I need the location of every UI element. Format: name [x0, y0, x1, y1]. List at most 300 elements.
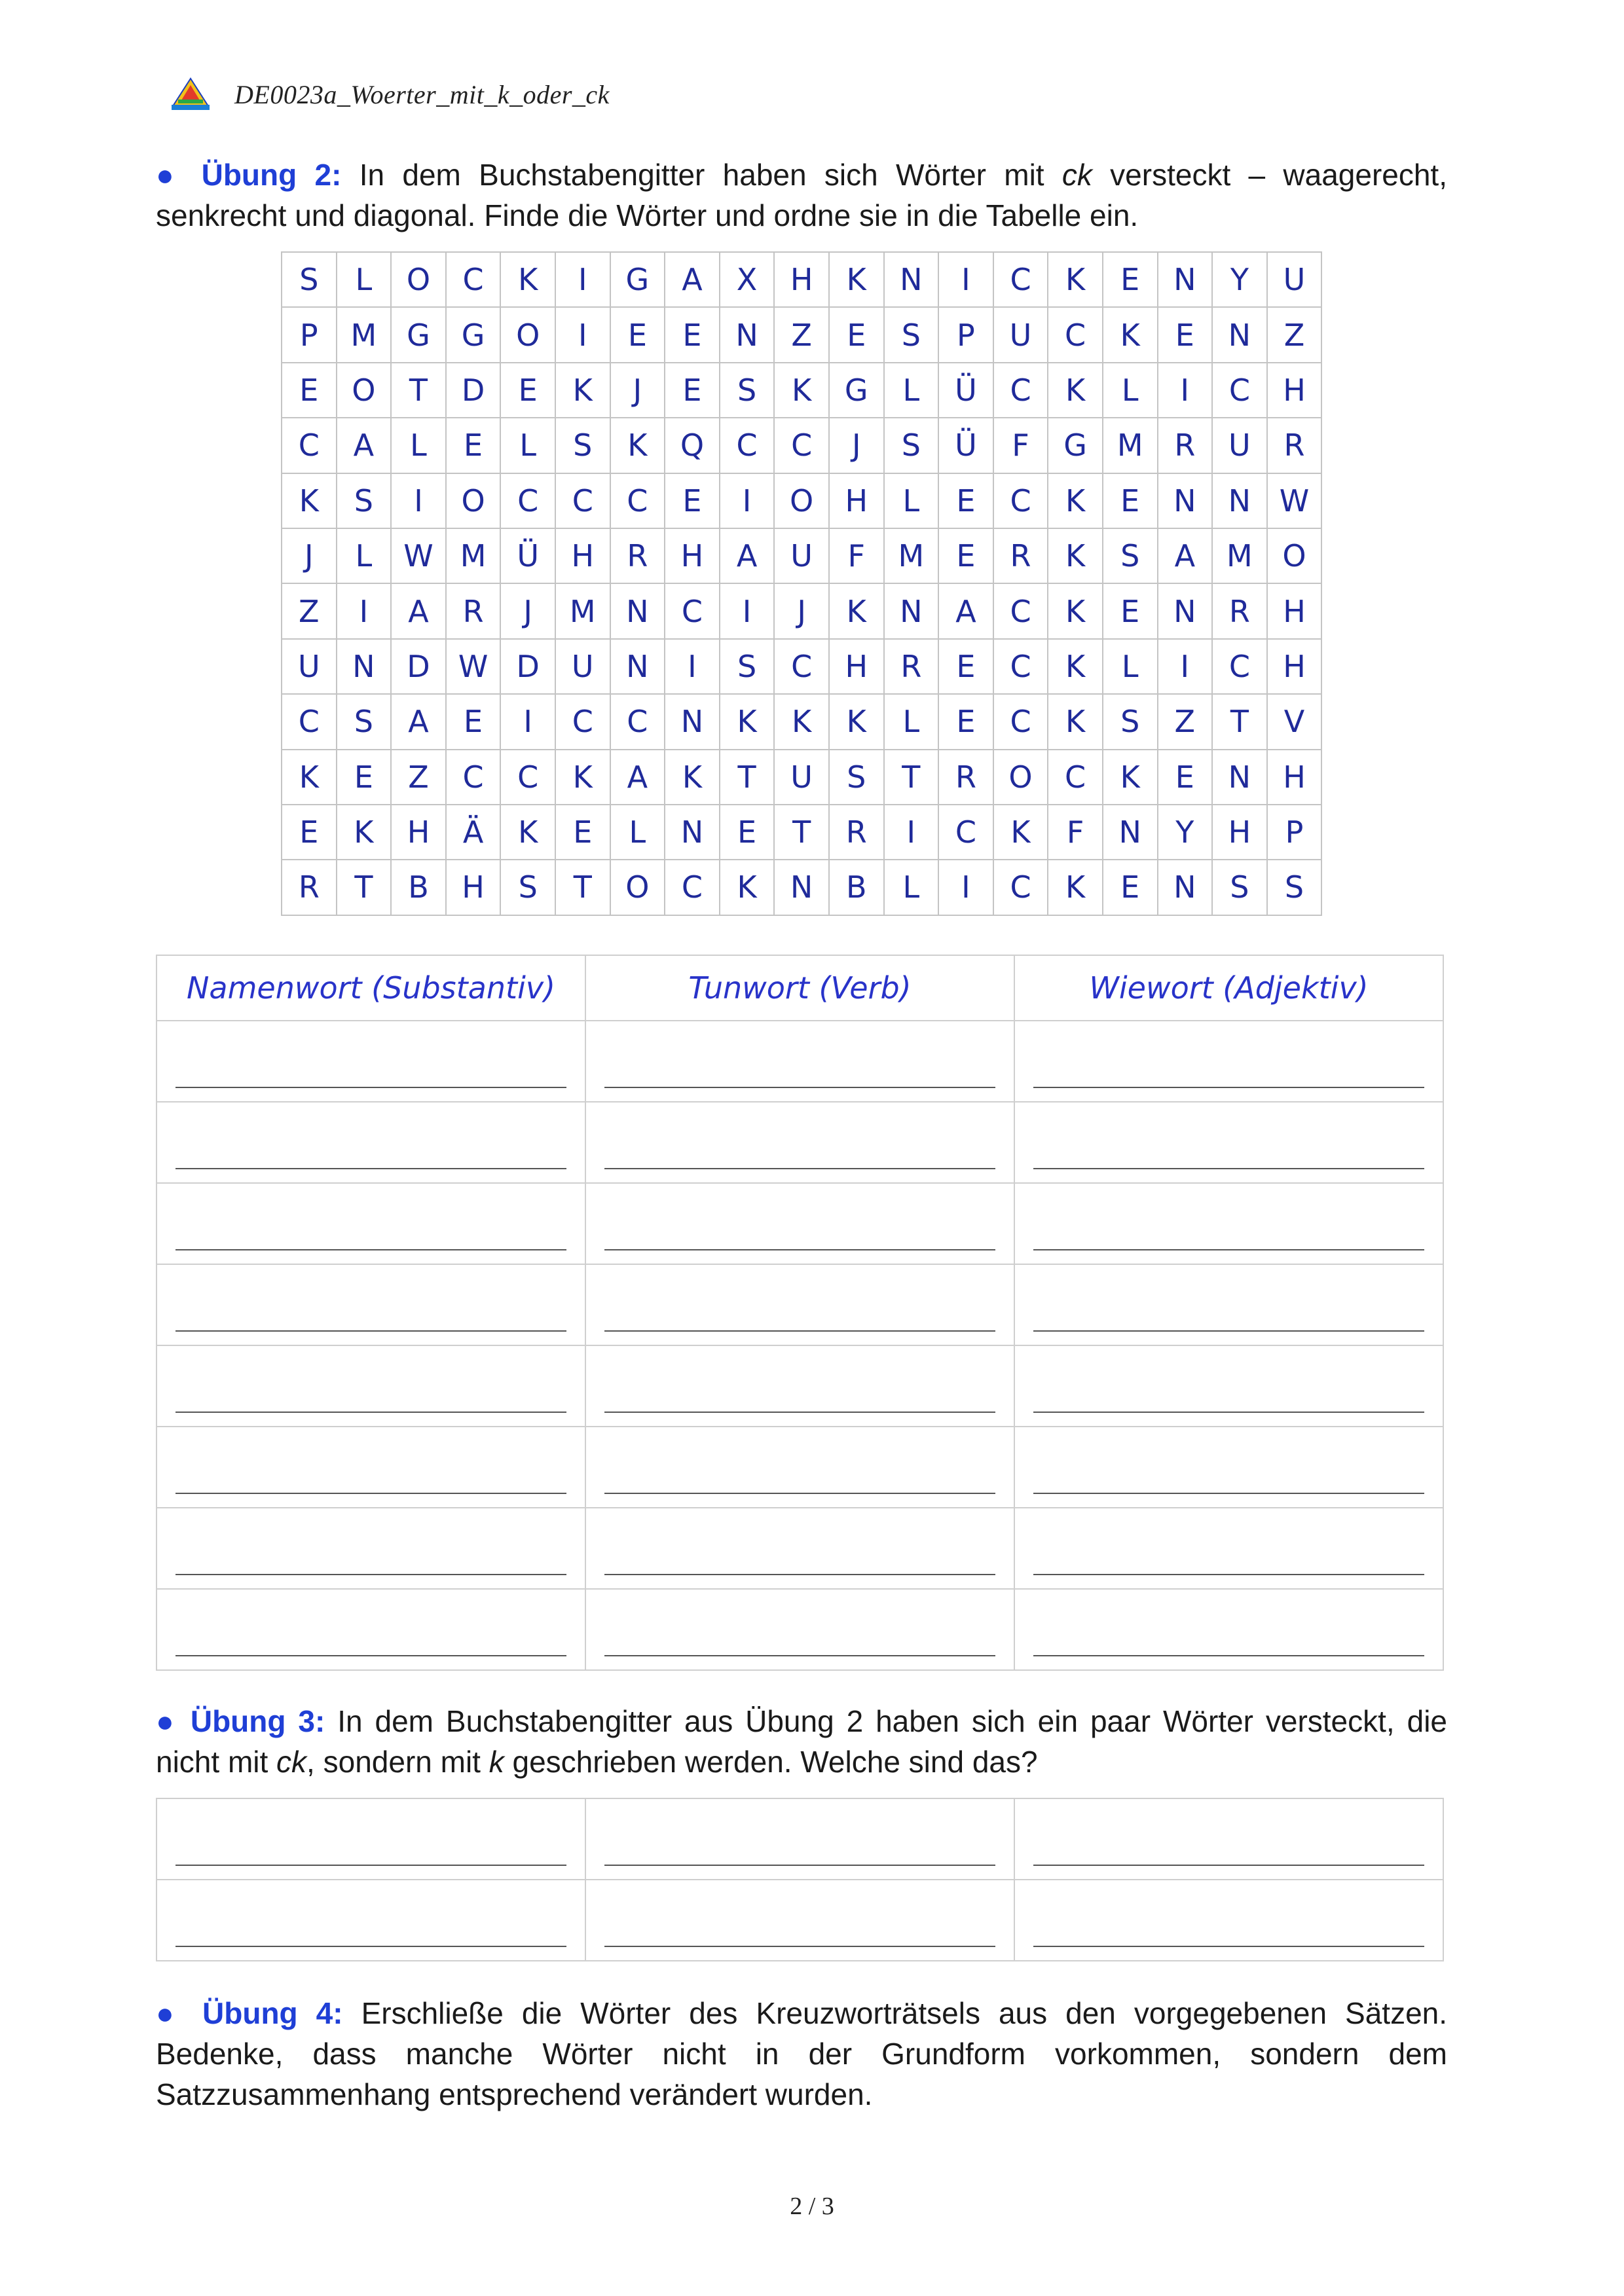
grid-row — [282, 860, 1321, 915]
grid-cell: K — [665, 750, 720, 805]
grid-cell: E — [665, 473, 720, 528]
grid-cell: E — [938, 528, 993, 583]
grid-cell: Z — [1158, 694, 1213, 749]
grid-cell: A — [391, 694, 446, 749]
grid-cell: L — [391, 418, 446, 473]
grid-cell: S — [829, 750, 884, 805]
grid-cell: T — [555, 860, 610, 915]
answer-cell[interactable] — [157, 1798, 585, 1880]
grid-cell: N — [884, 252, 939, 307]
k-words-table — [156, 1798, 1444, 1961]
table-row — [157, 1880, 1443, 1961]
answer-cell[interactable] — [585, 1264, 1014, 1345]
grid-cell: W — [1267, 473, 1322, 528]
grid-cell: M — [884, 528, 939, 583]
exercise-3-text-middle: , sondern mit — [306, 1745, 489, 1779]
grid-cell: C — [720, 418, 775, 473]
grid-cell: O — [610, 860, 665, 915]
grid-cell: I — [884, 805, 939, 860]
grid-cell: K — [500, 252, 555, 307]
grid-cell: P — [282, 307, 337, 362]
grid-cell: N — [774, 860, 829, 915]
answer-cell[interactable] — [1014, 1264, 1443, 1345]
grid-cell: K — [1048, 860, 1103, 915]
grid-row — [282, 307, 1321, 362]
grid-cell: N — [665, 694, 720, 749]
grid-cell: I — [1158, 639, 1213, 694]
grid-cell: J — [829, 418, 884, 473]
answer-cell[interactable] — [585, 1345, 1014, 1427]
answer-cell[interactable] — [157, 1264, 585, 1345]
grid-cell: C — [282, 694, 337, 749]
grid-cell: J — [282, 528, 337, 583]
grid-cell: K — [1103, 307, 1158, 362]
grid-cell: A — [391, 583, 446, 638]
grid-cell: G — [391, 307, 446, 362]
grid-cell: G — [829, 363, 884, 418]
grid-cell: H — [1212, 805, 1267, 860]
grid-cell: S — [1212, 860, 1267, 915]
bullet-icon: ● — [156, 158, 184, 192]
grid-cell: H — [1267, 639, 1322, 694]
answer-line — [604, 1412, 995, 1413]
grid-cell: C — [774, 639, 829, 694]
answer-line — [175, 1493, 566, 1494]
grid-cell: E — [446, 418, 501, 473]
answer-line — [604, 1865, 995, 1866]
grid-cell: D — [500, 639, 555, 694]
exercise-3-text-after: geschrieben werden. Welche sind das? — [504, 1745, 1038, 1779]
grid-row — [282, 805, 1321, 860]
grid-row — [282, 528, 1321, 583]
grid-cell: Ä — [446, 805, 501, 860]
grid-cell: E — [555, 805, 610, 860]
grid-cell: K — [993, 805, 1048, 860]
grid-cell: K — [610, 418, 665, 473]
grid-cell: K — [555, 363, 610, 418]
grid-cell: L — [1103, 363, 1158, 418]
grid-cell: Z — [774, 307, 829, 362]
answer-line — [175, 1655, 566, 1656]
answer-line — [1033, 1249, 1424, 1250]
grid-cell: K — [1048, 639, 1103, 694]
grid-cell: L — [884, 694, 939, 749]
exercise-2-text-before: In dem Buchstabengitter haben sich Wörter mit — [341, 158, 1062, 192]
answer-cell[interactable] — [1014, 1427, 1443, 1508]
answer-line — [1033, 1946, 1424, 1947]
grid-cell: B — [391, 860, 446, 915]
answer-line — [1033, 1087, 1424, 1088]
answer-line — [1033, 1330, 1424, 1332]
grid-cell: D — [391, 639, 446, 694]
grid-cell: B — [829, 860, 884, 915]
grid-cell: E — [1103, 860, 1158, 915]
grid-cell: T — [720, 750, 775, 805]
table-row — [157, 1589, 1443, 1670]
grid-cell: C — [1212, 363, 1267, 418]
grid-cell: N — [1103, 805, 1158, 860]
grid-cell: Z — [282, 583, 337, 638]
grid-row — [282, 750, 1321, 805]
grid-cell: K — [282, 750, 337, 805]
grid-cell: L — [337, 528, 392, 583]
grid-cell: O — [391, 252, 446, 307]
grid-cell: T — [1212, 694, 1267, 749]
answer-cell[interactable] — [157, 1021, 585, 1102]
exercise-2-label: Übung 2: — [201, 158, 342, 192]
grid-cell: N — [1158, 860, 1213, 915]
grid-cell: I — [337, 583, 392, 638]
table-row — [157, 1345, 1443, 1427]
grid-cell: I — [391, 473, 446, 528]
grid-cell: N — [1158, 473, 1213, 528]
grid-cell: C — [500, 750, 555, 805]
exercise-3-em-k: k — [489, 1745, 504, 1779]
grid-cell: K — [1048, 528, 1103, 583]
grid-cell: K — [337, 805, 392, 860]
grid-cell: I — [555, 307, 610, 362]
grid-cell: E — [337, 750, 392, 805]
grid-cell: L — [884, 860, 939, 915]
answer-cell[interactable] — [1014, 1798, 1443, 1880]
grid-cell: C — [665, 583, 720, 638]
answer-cell[interactable] — [1014, 1183, 1443, 1264]
answer-cell[interactable] — [157, 1183, 585, 1264]
grid-row — [282, 252, 1321, 307]
answer-line — [175, 1168, 566, 1169]
grid-cell: R — [282, 860, 337, 915]
answer-line — [175, 1946, 566, 1947]
grid-cell: M — [555, 583, 610, 638]
answer-cell[interactable] — [157, 1508, 585, 1589]
answer-line — [604, 1249, 995, 1250]
answer-cell[interactable] — [585, 1508, 1014, 1589]
exercise-3-em: ck — [276, 1745, 307, 1779]
grid-cell: K — [1048, 252, 1103, 307]
grid-cell: C — [500, 473, 555, 528]
grid-cell: K — [720, 860, 775, 915]
grid-cell: C — [993, 583, 1048, 638]
school-logo-icon — [169, 77, 212, 111]
grid-cell: E — [665, 363, 720, 418]
answer-cell[interactable] — [1014, 1345, 1443, 1427]
grid-cell: E — [938, 473, 993, 528]
page-header — [169, 73, 610, 115]
header-adjectives: Wiewort (Adjektiv) — [1014, 955, 1443, 1021]
answer-line — [175, 1087, 566, 1088]
grid-cell: P — [938, 307, 993, 362]
grid-cell: N — [1158, 252, 1213, 307]
grid-cell: W — [391, 528, 446, 583]
grid-cell: C — [665, 860, 720, 915]
grid-cell: N — [337, 639, 392, 694]
grid-cell: S — [884, 307, 939, 362]
grid-cell: C — [993, 860, 1048, 915]
grid-cell: H — [555, 528, 610, 583]
grid-cell: C — [610, 694, 665, 749]
grid-cell: L — [884, 363, 939, 418]
grid-cell: K — [829, 694, 884, 749]
grid-cell: U — [993, 307, 1048, 362]
answer-cell[interactable] — [157, 1589, 585, 1670]
grid-cell: I — [720, 583, 775, 638]
grid-cell: K — [774, 694, 829, 749]
grid-row — [282, 694, 1321, 749]
grid-cell: T — [391, 363, 446, 418]
grid-cell: S — [884, 418, 939, 473]
answer-line — [1033, 1493, 1424, 1494]
answer-cell[interactable] — [585, 1183, 1014, 1264]
answer-cell[interactable] — [585, 1589, 1014, 1670]
grid-cell: I — [500, 694, 555, 749]
grid-cell: S — [555, 418, 610, 473]
table-row — [157, 1183, 1443, 1264]
grid-cell: Y — [1212, 252, 1267, 307]
grid-cell: K — [500, 805, 555, 860]
grid-cell: S — [337, 694, 392, 749]
grid-cell: E — [829, 307, 884, 362]
header-nouns: Namenwort (Substantiv) — [157, 955, 585, 1021]
grid-cell: K — [1048, 694, 1103, 749]
grid-cell: C — [446, 252, 501, 307]
grid-cell: U — [774, 528, 829, 583]
grid-cell: I — [665, 639, 720, 694]
grid-cell: E — [1158, 307, 1213, 362]
grid-cell: T — [337, 860, 392, 915]
exercise-4-text: Erschließe die Wörter des Kreuzworträtsels aus den vorgegebenen Sätzen. Bedenke, dass manche Wörter nicht in der Grundform vorkommen, sondern dem Satzzusammenhang entsprechend verändert wurden. — [156, 1996, 1448, 2111]
grid-cell: C — [1048, 307, 1103, 362]
grid-cell: S — [720, 363, 775, 418]
grid-cell: T — [774, 805, 829, 860]
header-verbs: Tunwort (Verb) — [585, 955, 1014, 1021]
grid-cell: E — [500, 363, 555, 418]
answer-cell[interactable] — [157, 1880, 585, 1961]
grid-cell: S — [282, 252, 337, 307]
answer-cell[interactable] — [1014, 1589, 1443, 1670]
grid-cell: N — [1212, 473, 1267, 528]
grid-cell: S — [1103, 694, 1158, 749]
grid-cell: Z — [1267, 307, 1322, 362]
grid-cell: Y — [1158, 805, 1213, 860]
grid-cell: C — [446, 750, 501, 805]
exercise-3-text-before: In dem Buchstabengitter aus Übung 2 haben sich ein paar Wörter versteckt, die nicht mit — [156, 1704, 1447, 1779]
table-row — [157, 1427, 1443, 1508]
answer-line — [604, 1330, 995, 1332]
grid-cell: U — [555, 639, 610, 694]
grid-cell: S — [1267, 860, 1322, 915]
grid-cell: N — [720, 307, 775, 362]
grid-cell: Ü — [938, 363, 993, 418]
grid-cell: Ü — [938, 418, 993, 473]
grid-cell: K — [1103, 750, 1158, 805]
grid-cell: F — [829, 528, 884, 583]
grid-cell: L — [610, 805, 665, 860]
answer-cell[interactable] — [157, 1102, 585, 1183]
answer-line — [1033, 1168, 1424, 1169]
grid-cell: F — [1048, 805, 1103, 860]
exercise-3-instructions — [156, 1701, 1447, 1782]
grid-row — [282, 473, 1321, 528]
answer-cell[interactable] — [157, 1427, 585, 1508]
answer-line — [175, 1330, 566, 1332]
answer-line — [604, 1655, 995, 1656]
exercise-2-text-after: versteckt – waagerecht, senkrecht und diagonal. Finde die Wörter und ordne sie in die Tabelle ein. — [156, 158, 1447, 232]
grid-cell: S — [720, 639, 775, 694]
grid-cell: O — [993, 750, 1048, 805]
grid-cell: N — [610, 639, 665, 694]
grid-cell: O — [500, 307, 555, 362]
grid-cell: H — [1267, 363, 1322, 418]
grid-cell: C — [938, 805, 993, 860]
grid-cell: E — [1158, 750, 1213, 805]
grid-cell: C — [1212, 639, 1267, 694]
table-row — [157, 1508, 1443, 1589]
grid-cell: S — [337, 473, 392, 528]
grid-cell: E — [938, 694, 993, 749]
grid-cell: H — [829, 473, 884, 528]
grid-cell: A — [665, 252, 720, 307]
answer-cell[interactable] — [157, 1345, 585, 1427]
answer-cell[interactable] — [1014, 1508, 1443, 1589]
grid-cell: M — [1103, 418, 1158, 473]
grid-cell: E — [282, 363, 337, 418]
grid-cell: W — [446, 639, 501, 694]
exercise-2-instructions — [156, 155, 1447, 236]
grid-cell: G — [446, 307, 501, 362]
grid-cell: L — [884, 473, 939, 528]
grid-cell: N — [884, 583, 939, 638]
grid-cell: I — [938, 252, 993, 307]
grid-cell: O — [337, 363, 392, 418]
grid-cell: N — [1212, 750, 1267, 805]
grid-cell: Q — [665, 418, 720, 473]
grid-cell: C — [610, 473, 665, 528]
grid-cell: E — [610, 307, 665, 362]
table-row — [157, 1264, 1443, 1345]
grid-cell: H — [1267, 583, 1322, 638]
grid-cell: G — [610, 252, 665, 307]
grid-cell: A — [938, 583, 993, 638]
answer-line — [604, 1946, 995, 1947]
exercise-4-instructions — [156, 1993, 1447, 2115]
answer-cell[interactable] — [1014, 1021, 1443, 1102]
grid-cell: H — [774, 252, 829, 307]
grid-cell: A — [610, 750, 665, 805]
answer-line — [175, 1412, 566, 1413]
grid-cell: V — [1267, 694, 1322, 749]
answer-cell[interactable] — [585, 1798, 1014, 1880]
grid-cell: N — [1158, 583, 1213, 638]
grid-cell: R — [938, 750, 993, 805]
grid-cell: O — [774, 473, 829, 528]
grid-row — [282, 363, 1321, 418]
grid-cell: K — [720, 694, 775, 749]
grid-cell: K — [555, 750, 610, 805]
grid-cell: J — [500, 583, 555, 638]
grid-cell: E — [1103, 252, 1158, 307]
exercise-3-label: Übung 3: — [190, 1704, 325, 1738]
grid-cell: G — [1048, 418, 1103, 473]
answer-cell[interactable] — [585, 1102, 1014, 1183]
grid-cell: F — [993, 418, 1048, 473]
grid-cell: R — [1158, 418, 1213, 473]
grid-cell: A — [1158, 528, 1213, 583]
grid-cell: C — [993, 694, 1048, 749]
grid-cell: D — [446, 363, 501, 418]
grid-cell: M — [337, 307, 392, 362]
answer-line — [604, 1493, 995, 1494]
letter-grid — [281, 251, 1322, 916]
grid-cell: K — [1048, 473, 1103, 528]
grid-cell: R — [446, 583, 501, 638]
grid-cell: H — [446, 860, 501, 915]
grid-cell: H — [391, 805, 446, 860]
grid-cell: H — [665, 528, 720, 583]
answer-line — [604, 1168, 995, 1169]
table-row — [157, 1798, 1443, 1880]
answer-cell[interactable] — [1014, 1880, 1443, 1961]
grid-cell: U — [282, 639, 337, 694]
answer-line — [604, 1087, 995, 1088]
grid-cell: R — [993, 528, 1048, 583]
table-row — [157, 1102, 1443, 1183]
grid-cell: M — [446, 528, 501, 583]
answer-cell[interactable] — [585, 1880, 1014, 1961]
answer-line — [1033, 1574, 1424, 1575]
exercise-2-em: ck — [1061, 158, 1092, 192]
grid-cell: C — [282, 418, 337, 473]
grid-cell: E — [1103, 583, 1158, 638]
answer-cell[interactable] — [585, 1021, 1014, 1102]
grid-cell: L — [337, 252, 392, 307]
grid-cell: I — [938, 860, 993, 915]
answer-line — [604, 1574, 995, 1575]
grid-cell: C — [993, 473, 1048, 528]
exercise-4-label: Übung 4: — [202, 1996, 343, 2030]
grid-cell: T — [884, 750, 939, 805]
grid-cell: K — [829, 583, 884, 638]
grid-cell: R — [829, 805, 884, 860]
grid-cell: N — [610, 583, 665, 638]
grid-row — [282, 583, 1321, 638]
grid-cell: N — [1212, 307, 1267, 362]
answer-cell[interactable] — [1014, 1102, 1443, 1183]
grid-cell: N — [665, 805, 720, 860]
answer-line — [175, 1574, 566, 1575]
document-title: DE0023a_Woerter_mit_k_oder_ck — [234, 79, 610, 109]
grid-cell: R — [884, 639, 939, 694]
grid-cell: K — [1048, 583, 1103, 638]
grid-cell: Z — [391, 750, 446, 805]
answer-line — [1033, 1865, 1424, 1866]
grid-cell: C — [555, 473, 610, 528]
grid-cell: U — [1267, 252, 1322, 307]
grid-cell: R — [1267, 418, 1322, 473]
grid-cell: M — [1212, 528, 1267, 583]
grid-cell: I — [1158, 363, 1213, 418]
grid-cell: C — [993, 252, 1048, 307]
grid-cell: O — [1267, 528, 1322, 583]
grid-cell: R — [1212, 583, 1267, 638]
grid-cell: P — [1267, 805, 1322, 860]
answer-cell[interactable] — [585, 1427, 1014, 1508]
table-row — [157, 1021, 1443, 1102]
grid-cell: E — [1103, 473, 1158, 528]
grid-cell: J — [610, 363, 665, 418]
grid-cell: O — [446, 473, 501, 528]
page-number: 2 / 3 — [790, 2193, 834, 2220]
answer-line — [1033, 1412, 1424, 1413]
